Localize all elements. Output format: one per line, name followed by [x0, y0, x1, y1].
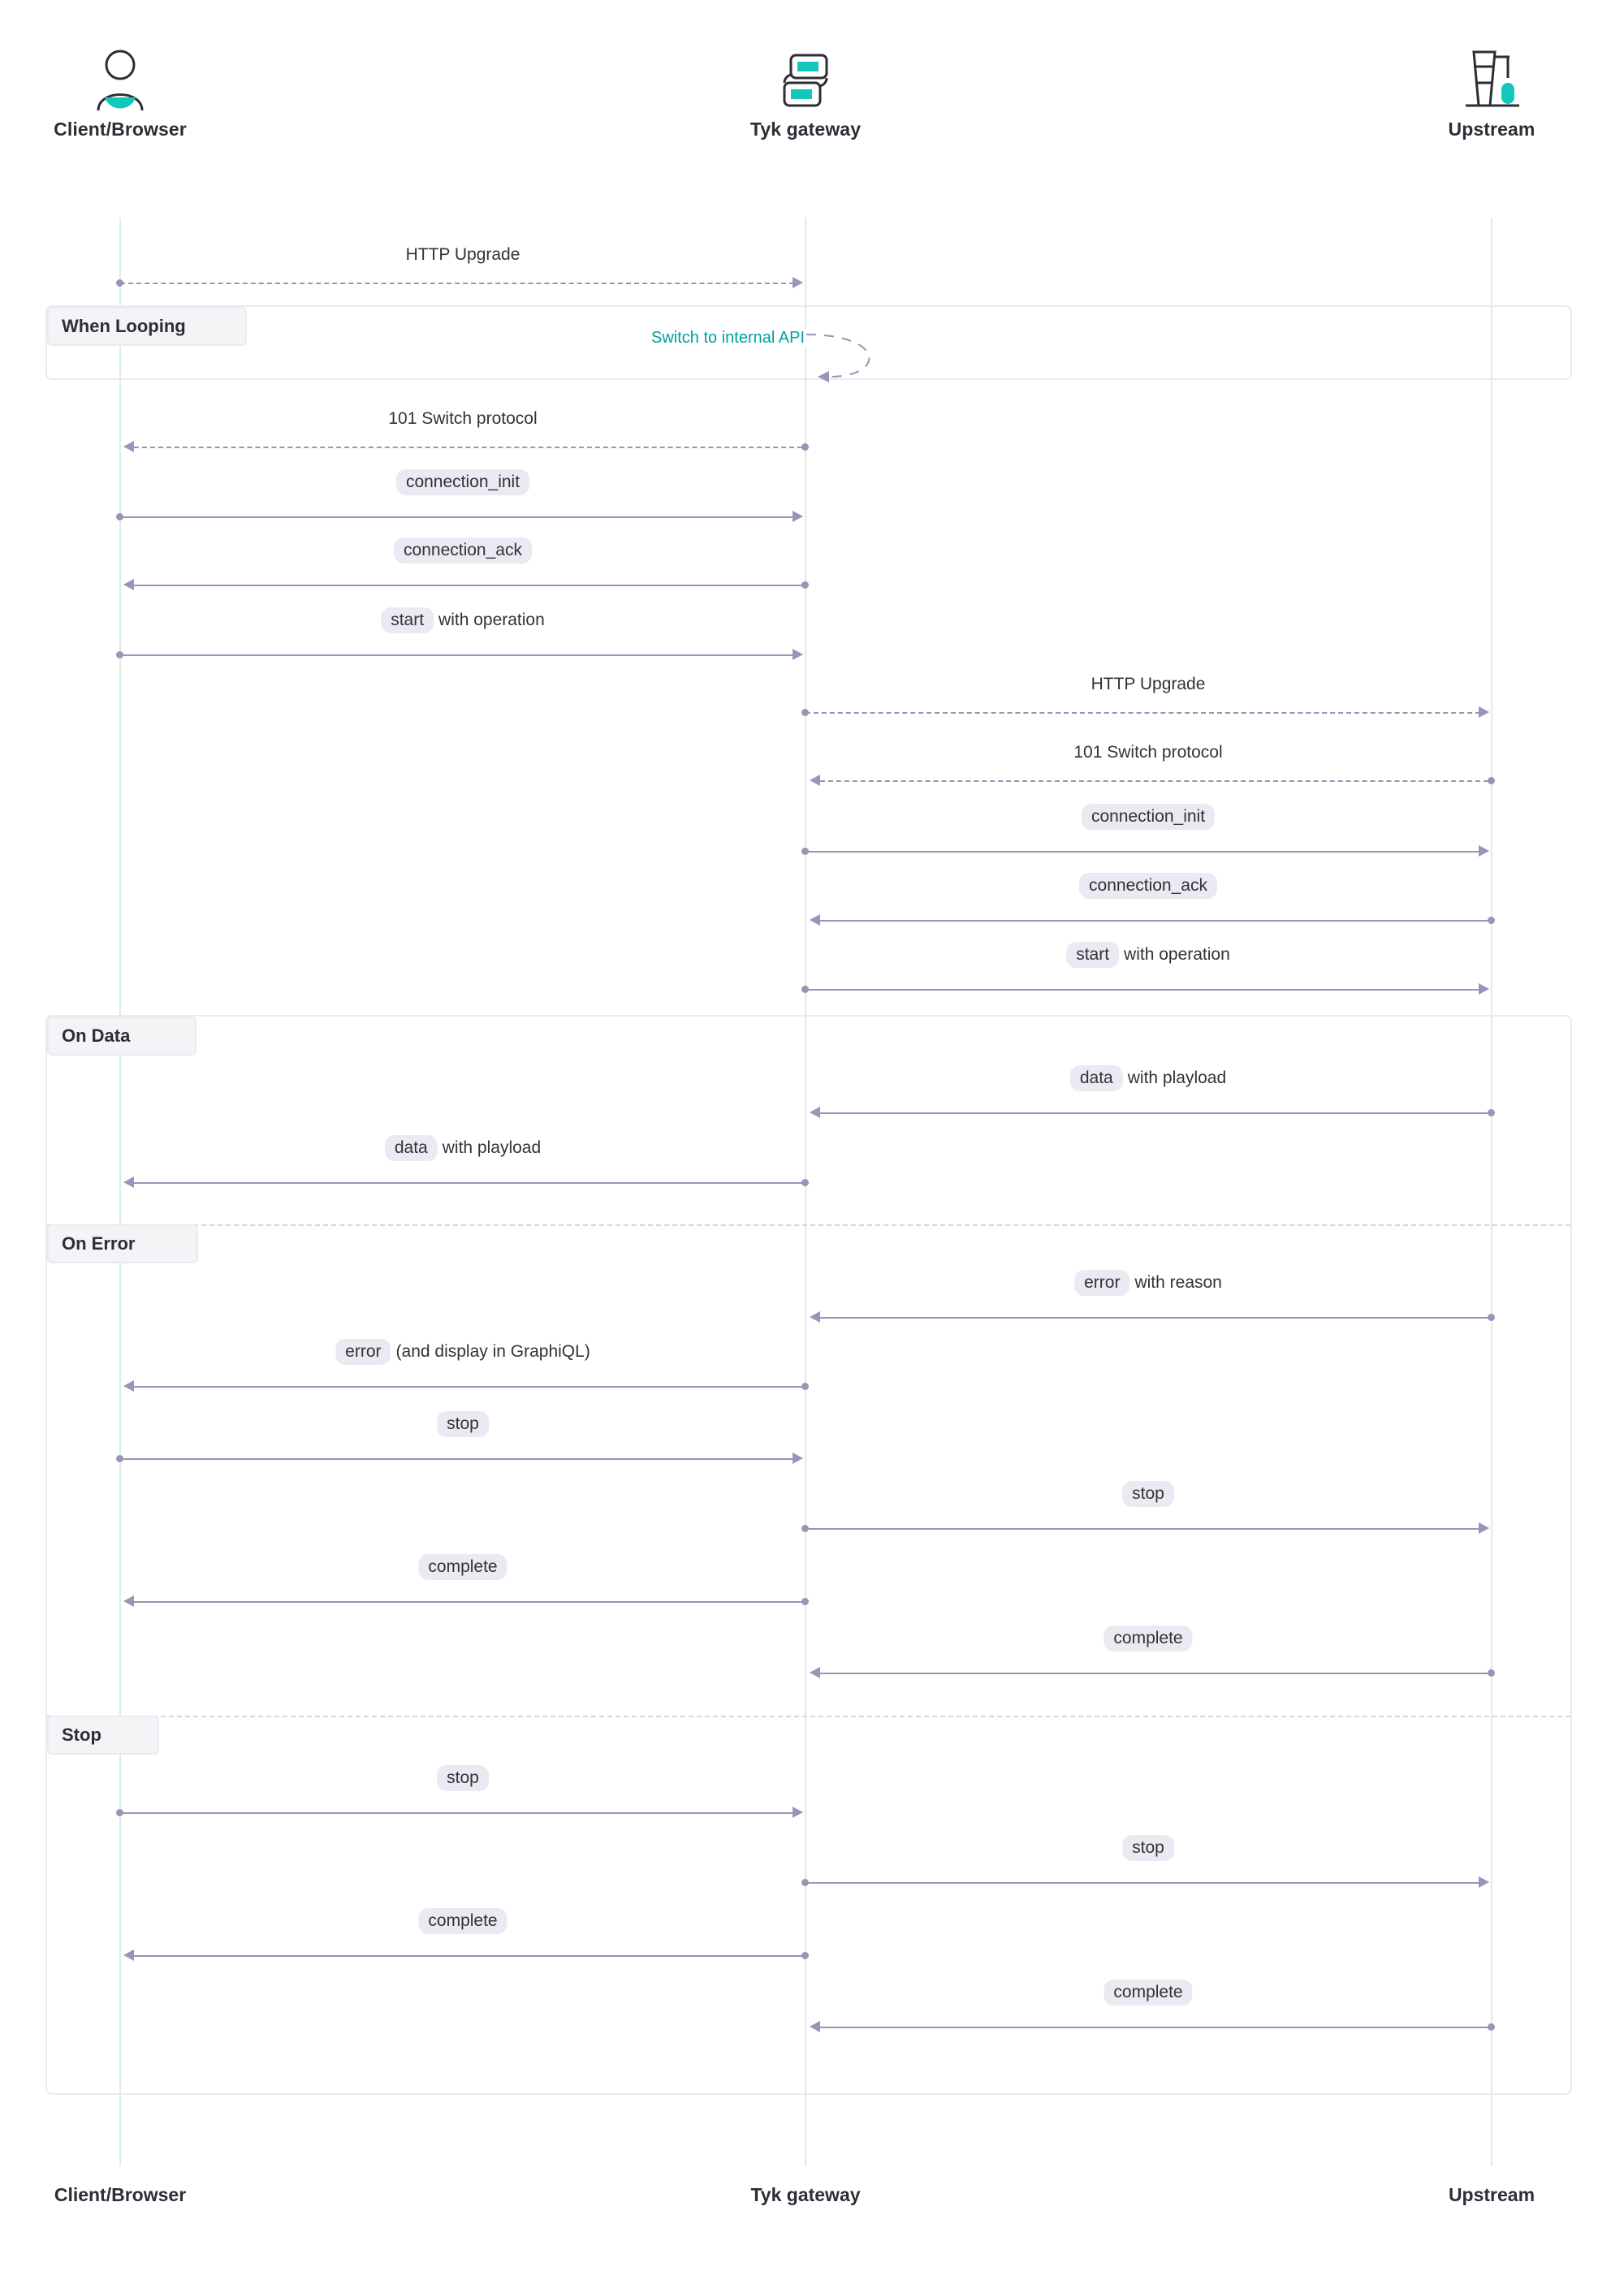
message-code-m17: stop: [1122, 1481, 1174, 1507]
message-text-m2: Switch to internal API: [651, 329, 805, 347]
message-label-m13: [382, 1135, 544, 1161]
message-code-m20: stop: [437, 1765, 489, 1791]
group-on-error-divider: [47, 1224, 1570, 1226]
group-on-data: [45, 1015, 1572, 2095]
message-arrow-m1: [793, 277, 803, 288]
message-text-m6: with operation: [438, 611, 545, 629]
message-code-m23: complete: [1104, 1980, 1192, 2005]
message-text-m7: HTTP Upgrade: [1091, 675, 1206, 693]
actor-footer-gateway: Tyk gateway: [750, 2184, 861, 2205]
message-line-m21: [806, 1882, 1480, 1884]
message-code-m15: error: [335, 1339, 391, 1365]
message-code-m16: stop: [437, 1411, 489, 1437]
message-code-m22: complete: [418, 1908, 507, 1934]
message-label-m6: [378, 607, 548, 633]
message-line-m15: [134, 1386, 802, 1388]
message-line-m20: [120, 1812, 794, 1814]
message-arrow-m4: [793, 511, 803, 522]
group-stop-label: Stop: [62, 1725, 102, 1745]
message-label-m9: [1078, 804, 1218, 830]
message-text-m13: with playload: [442, 1138, 542, 1157]
group-on-data-tab: [47, 1017, 197, 1056]
message-code-m4: connection_init: [396, 469, 529, 495]
message-origin-dot-m23: [1488, 2023, 1495, 2031]
message-arrow-m15: [123, 1380, 134, 1392]
message-origin-dot-m19: [1488, 1669, 1495, 1677]
message-label-m14: [1071, 1270, 1225, 1296]
actor-gateway: [684, 41, 927, 140]
message-arrow-m13: [123, 1177, 134, 1188]
message-line-m11: [806, 989, 1480, 991]
message-origin-dot-m14: [1488, 1314, 1495, 1321]
message-label-m3: [385, 409, 540, 429]
message-origin-dot-m13: [801, 1179, 809, 1186]
message-text-m3: 101 Switch protocol: [388, 409, 538, 428]
message-label-m10: [1076, 873, 1220, 899]
message-origin-dot-m20: [116, 1809, 123, 1816]
message-arrow-m14: [810, 1311, 820, 1323]
message-label-m15: [332, 1339, 594, 1365]
message-label-m5: [391, 538, 535, 563]
message-selfloop-m2: [805, 326, 951, 386]
message-line-m18: [134, 1601, 802, 1603]
message-code-m13: data: [385, 1135, 438, 1161]
message-code-m11: start: [1066, 942, 1119, 968]
message-arrow-m10: [810, 914, 820, 926]
message-code-m19: complete: [1104, 1626, 1192, 1651]
message-label-m22: [415, 1908, 510, 1934]
message-arrow-m21: [1479, 1876, 1489, 1888]
message-origin-dot-m22: [801, 1952, 809, 1959]
group-when-looping-label: When Looping: [62, 316, 186, 336]
message-arrow-m18: [123, 1595, 134, 1607]
message-label-m12: [1067, 1065, 1229, 1091]
actor-footer-client: Client/Browser: [54, 2184, 187, 2205]
message-label-m17: [1119, 1481, 1177, 1507]
message-label-m20: [434, 1765, 492, 1791]
message-origin-dot-m8: [1488, 777, 1495, 784]
message-text-m15: (and display in GraphiQL): [395, 1342, 590, 1361]
message-origin-dot-m1: [116, 279, 123, 287]
user-icon: [0, 41, 242, 119]
actor-gateway-label: Tyk gateway: [749, 119, 862, 140]
message-arrow-m9: [1479, 845, 1489, 857]
message-line-m10: [820, 920, 1488, 922]
message-line-m14: [820, 1317, 1488, 1319]
message-line-m12: [820, 1112, 1488, 1114]
message-line-m4: [120, 516, 794, 518]
group-on-data-label: On Data: [62, 1025, 131, 1046]
message-origin-dot-m4: [116, 513, 123, 520]
message-arrow-m23: [810, 2021, 820, 2032]
message-arrow-m16: [793, 1453, 803, 1464]
message-line-m8: [820, 780, 1488, 782]
message-line-m17: [806, 1528, 1480, 1530]
message-line-m7: [806, 712, 1480, 714]
message-code-m14: error: [1074, 1270, 1129, 1296]
message-line-m5: [134, 585, 802, 586]
message-arrow-m11: [1479, 983, 1489, 995]
message-origin-dot-m7: [801, 709, 809, 716]
message-arrow-m7: [1479, 706, 1489, 718]
message-label-m18: [415, 1554, 510, 1580]
message-label-m2: [648, 329, 808, 348]
actor-upstream-label: Upstream: [1448, 119, 1535, 140]
group-stop-tab: [47, 1716, 159, 1755]
message-origin-dot-m15: [801, 1383, 809, 1390]
oil-rig-icon: [1370, 41, 1613, 119]
message-arrow-m19: [810, 1667, 820, 1678]
message-arrow-m8: [810, 775, 820, 786]
message-origin-dot-m11: [801, 986, 809, 993]
message-origin-dot-m18: [801, 1598, 809, 1605]
message-label-m7: [1088, 675, 1209, 694]
group-stop-divider: [47, 1716, 1570, 1717]
message-origin-dot-m17: [801, 1525, 809, 1532]
message-code-m10: connection_ack: [1079, 873, 1217, 899]
message-arrow-m5: [123, 579, 134, 590]
message-line-m9: [806, 851, 1480, 853]
group-on-error-label: On Error: [62, 1233, 136, 1254]
message-line-m22: [134, 1955, 802, 1957]
message-origin-dot-m12: [1488, 1109, 1495, 1116]
message-line-m1: [120, 283, 794, 284]
message-arrow-m22: [123, 1949, 134, 1961]
gateway-icon: [684, 41, 927, 119]
message-label-m8: [1070, 743, 1225, 762]
message-text-m14: with reason: [1134, 1273, 1222, 1292]
actor-upstream: [1370, 41, 1613, 140]
message-label-m1: [403, 245, 524, 265]
message-origin-dot-m16: [116, 1455, 123, 1462]
message-label-m19: [1100, 1626, 1195, 1651]
group-when-looping-tab: [47, 307, 247, 346]
message-code-m12: data: [1070, 1065, 1123, 1091]
message-label-m11: [1063, 942, 1233, 968]
message-code-m6: start: [381, 607, 434, 633]
message-arrow-m12: [810, 1107, 820, 1118]
actor-client: [0, 41, 242, 140]
message-label-m16: [434, 1411, 492, 1437]
group-on-error-tab: [47, 1224, 198, 1263]
message-code-m18: complete: [418, 1554, 507, 1580]
message-origin-dot-m21: [801, 1879, 809, 1886]
message-code-m5: connection_ack: [394, 538, 532, 563]
message-origin-dot-m6: [116, 651, 123, 658]
message-arrow-m17: [1479, 1522, 1489, 1534]
message-text-m1: HTTP Upgrade: [405, 245, 520, 264]
message-label-m23: [1100, 1980, 1195, 2005]
message-code-m9: connection_init: [1082, 804, 1215, 830]
message-origin-dot-m3: [801, 443, 809, 451]
message-line-m23: [820, 2027, 1488, 2028]
message-arrow-m3: [123, 441, 134, 452]
actor-footer-upstream: Upstream: [1448, 2184, 1535, 2205]
message-text-m11: with operation: [1124, 945, 1230, 964]
message-line-m19: [820, 1673, 1488, 1674]
message-text-m8: 101 Switch protocol: [1073, 743, 1223, 762]
message-arrow-m6: [793, 649, 803, 660]
message-line-m6: [120, 654, 794, 656]
message-text-m12: with playload: [1127, 1069, 1227, 1087]
message-label-m21: [1119, 1835, 1177, 1861]
message-origin-dot-m10: [1488, 917, 1495, 924]
message-arrow-m20: [793, 1807, 803, 1818]
message-origin-dot-m9: [801, 848, 809, 855]
message-origin-dot-m5: [801, 581, 809, 589]
message-line-m3: [134, 447, 802, 448]
actor-client-label: Client/Browser: [54, 119, 187, 140]
message-line-m16: [120, 1458, 794, 1460]
message-label-m4: [393, 469, 533, 495]
message-code-m21: stop: [1122, 1835, 1174, 1861]
message-line-m13: [134, 1182, 802, 1184]
